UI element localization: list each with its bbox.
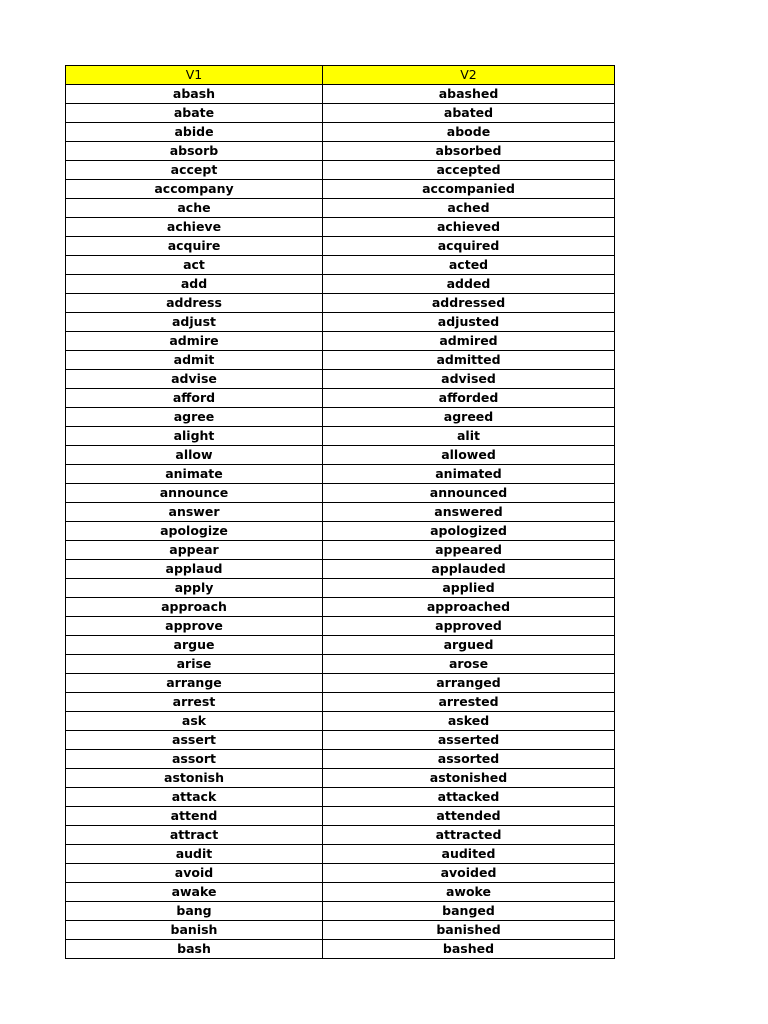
cell-v2: asserted bbox=[323, 731, 615, 750]
table-row bbox=[66, 237, 615, 256]
cell-v2: bashed bbox=[323, 940, 615, 959]
cell-v1: accompany bbox=[66, 180, 323, 199]
table-row bbox=[66, 408, 615, 427]
cell-v2: announced bbox=[323, 484, 615, 503]
cell-v1: awake bbox=[66, 883, 323, 902]
cell-v2: banished bbox=[323, 921, 615, 940]
cell-v1: admire bbox=[66, 332, 323, 351]
cell-v1: announce bbox=[66, 484, 323, 503]
cell-v2: achieved bbox=[323, 218, 615, 237]
cell-v2: appeared bbox=[323, 541, 615, 560]
table-row bbox=[66, 484, 615, 503]
cell-v1: agree bbox=[66, 408, 323, 427]
verb-forms-table bbox=[65, 65, 615, 959]
table-row bbox=[66, 598, 615, 617]
cell-v1: admit bbox=[66, 351, 323, 370]
cell-v2: audited bbox=[323, 845, 615, 864]
cell-v1: assort bbox=[66, 750, 323, 769]
table-row bbox=[66, 655, 615, 674]
cell-v2: allowed bbox=[323, 446, 615, 465]
cell-v2: approached bbox=[323, 598, 615, 617]
cell-v2: attracted bbox=[323, 826, 615, 845]
cell-v2: attacked bbox=[323, 788, 615, 807]
table-row bbox=[66, 370, 615, 389]
table-row bbox=[66, 446, 615, 465]
table-row bbox=[66, 940, 615, 959]
table-row bbox=[66, 560, 615, 579]
cell-v2: admitted bbox=[323, 351, 615, 370]
cell-v2: asked bbox=[323, 712, 615, 731]
cell-v1: audit bbox=[66, 845, 323, 864]
cell-v2: alit bbox=[323, 427, 615, 446]
cell-v1: attack bbox=[66, 788, 323, 807]
cell-v1: adjust bbox=[66, 313, 323, 332]
table-row bbox=[66, 199, 615, 218]
cell-v1: argue bbox=[66, 636, 323, 655]
table-row bbox=[66, 864, 615, 883]
cell-v1: avoid bbox=[66, 864, 323, 883]
cell-v2: agreed bbox=[323, 408, 615, 427]
table-row bbox=[66, 294, 615, 313]
table-row bbox=[66, 313, 615, 332]
cell-v2: banged bbox=[323, 902, 615, 921]
cell-v2: arranged bbox=[323, 674, 615, 693]
cell-v1: absorb bbox=[66, 142, 323, 161]
cell-v1: approach bbox=[66, 598, 323, 617]
cell-v1: attract bbox=[66, 826, 323, 845]
table-row bbox=[66, 123, 615, 142]
table-row bbox=[66, 161, 615, 180]
table-row bbox=[66, 674, 615, 693]
table-row bbox=[66, 465, 615, 484]
cell-v1: abate bbox=[66, 104, 323, 123]
cell-v2: arose bbox=[323, 655, 615, 674]
cell-v2: abashed bbox=[323, 85, 615, 104]
header-row bbox=[66, 66, 615, 85]
cell-v1: approve bbox=[66, 617, 323, 636]
cell-v1: apply bbox=[66, 579, 323, 598]
table-row bbox=[66, 636, 615, 655]
cell-v1: arrest bbox=[66, 693, 323, 712]
cell-v2: added bbox=[323, 275, 615, 294]
table-row bbox=[66, 693, 615, 712]
table-row bbox=[66, 617, 615, 636]
cell-v1: banish bbox=[66, 921, 323, 940]
cell-v1: achieve bbox=[66, 218, 323, 237]
table-row bbox=[66, 579, 615, 598]
cell-v2: abated bbox=[323, 104, 615, 123]
cell-v1: arise bbox=[66, 655, 323, 674]
cell-v1: allow bbox=[66, 446, 323, 465]
table-row bbox=[66, 522, 615, 541]
cell-v1: act bbox=[66, 256, 323, 275]
cell-v2: accompanied bbox=[323, 180, 615, 199]
column-header-v2: V2 bbox=[323, 66, 615, 85]
cell-v2: animated bbox=[323, 465, 615, 484]
cell-v1: abide bbox=[66, 123, 323, 142]
cell-v1: abash bbox=[66, 85, 323, 104]
cell-v2: answered bbox=[323, 503, 615, 522]
table-row bbox=[66, 389, 615, 408]
cell-v2: astonished bbox=[323, 769, 615, 788]
table-row bbox=[66, 218, 615, 237]
table-row bbox=[66, 807, 615, 826]
cell-v1: ache bbox=[66, 199, 323, 218]
cell-v2: arrested bbox=[323, 693, 615, 712]
cell-v2: avoided bbox=[323, 864, 615, 883]
cell-v1: astonish bbox=[66, 769, 323, 788]
cell-v2: assorted bbox=[323, 750, 615, 769]
cell-v2: awoke bbox=[323, 883, 615, 902]
cell-v2: accepted bbox=[323, 161, 615, 180]
cell-v2: argued bbox=[323, 636, 615, 655]
cell-v1: applaud bbox=[66, 560, 323, 579]
column-header-v1: V1 bbox=[66, 66, 323, 85]
table-row bbox=[66, 921, 615, 940]
table-row bbox=[66, 845, 615, 864]
cell-v1: bash bbox=[66, 940, 323, 959]
table-row bbox=[66, 788, 615, 807]
cell-v2: admired bbox=[323, 332, 615, 351]
table-row bbox=[66, 427, 615, 446]
cell-v1: alight bbox=[66, 427, 323, 446]
cell-v1: add bbox=[66, 275, 323, 294]
cell-v1: answer bbox=[66, 503, 323, 522]
cell-v1: afford bbox=[66, 389, 323, 408]
table-row bbox=[66, 503, 615, 522]
cell-v2: acted bbox=[323, 256, 615, 275]
cell-v2: apologized bbox=[323, 522, 615, 541]
table-row bbox=[66, 541, 615, 560]
table-row bbox=[66, 142, 615, 161]
table-row bbox=[66, 902, 615, 921]
table-body bbox=[66, 85, 615, 959]
table-row bbox=[66, 712, 615, 731]
table-row bbox=[66, 351, 615, 370]
cell-v1: animate bbox=[66, 465, 323, 484]
cell-v1: assert bbox=[66, 731, 323, 750]
table-row bbox=[66, 750, 615, 769]
table-row bbox=[66, 275, 615, 294]
table-row bbox=[66, 85, 615, 104]
cell-v1: appear bbox=[66, 541, 323, 560]
cell-v2: advised bbox=[323, 370, 615, 389]
cell-v2: attended bbox=[323, 807, 615, 826]
cell-v1: attend bbox=[66, 807, 323, 826]
table-row bbox=[66, 769, 615, 788]
cell-v1: address bbox=[66, 294, 323, 313]
cell-v1: bang bbox=[66, 902, 323, 921]
table-row bbox=[66, 180, 615, 199]
cell-v2: adjusted bbox=[323, 313, 615, 332]
table-row bbox=[66, 731, 615, 750]
table-row bbox=[66, 332, 615, 351]
table-row bbox=[66, 104, 615, 123]
cell-v2: absorbed bbox=[323, 142, 615, 161]
cell-v2: applauded bbox=[323, 560, 615, 579]
table-row bbox=[66, 256, 615, 275]
cell-v2: addressed bbox=[323, 294, 615, 313]
cell-v2: abode bbox=[323, 123, 615, 142]
cell-v2: approved bbox=[323, 617, 615, 636]
cell-v2: acquired bbox=[323, 237, 615, 256]
cell-v1: advise bbox=[66, 370, 323, 389]
cell-v1: apologize bbox=[66, 522, 323, 541]
cell-v2: ached bbox=[323, 199, 615, 218]
cell-v2: afforded bbox=[323, 389, 615, 408]
cell-v1: acquire bbox=[66, 237, 323, 256]
cell-v1: arrange bbox=[66, 674, 323, 693]
table-row bbox=[66, 883, 615, 902]
cell-v2: applied bbox=[323, 579, 615, 598]
cell-v1: ask bbox=[66, 712, 323, 731]
cell-v1: accept bbox=[66, 161, 323, 180]
table-row bbox=[66, 826, 615, 845]
